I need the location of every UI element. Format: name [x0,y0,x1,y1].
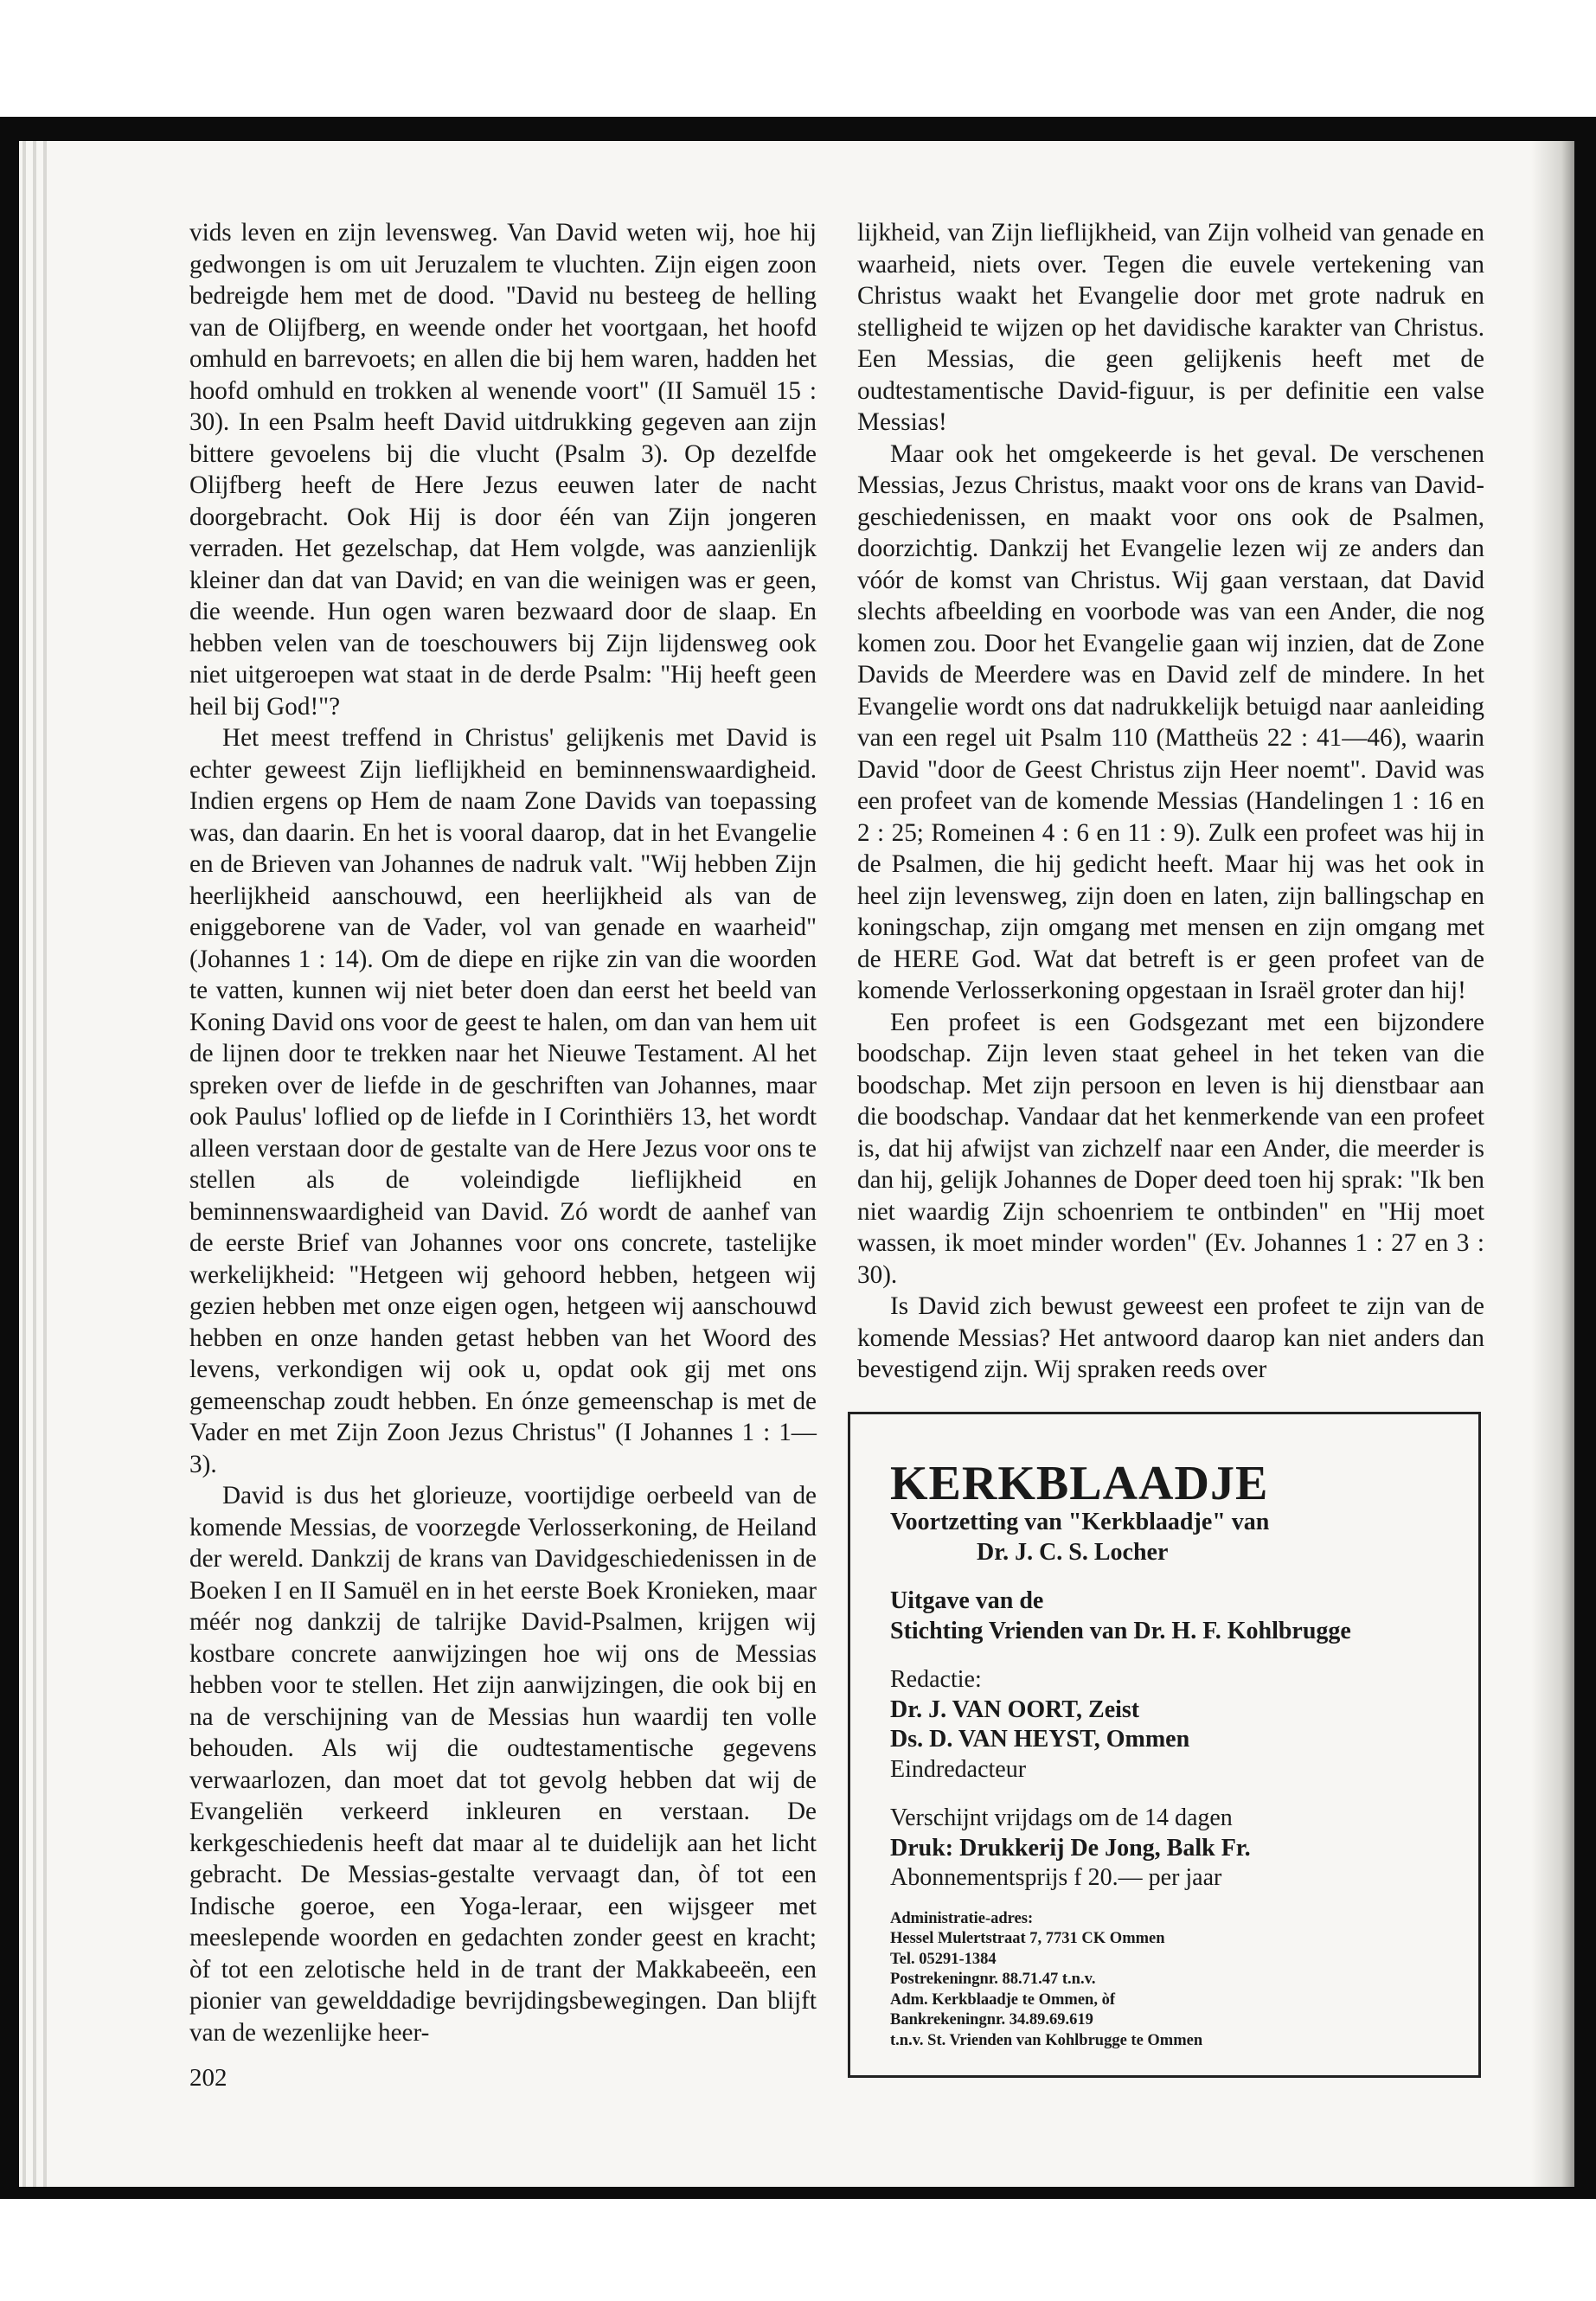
colophon-editor: Dr. J. VAN OORT, Zeist [890,1695,1140,1723]
paragraph: Is David zich bewust geweest een profeet te zijn van de komende Messias? Het antwoord daarop kan niet anders dan bevestigend zijn. Wij spraken reeds over [857,1292,1484,1383]
colophon-subscription: Abonnementsprijs f 20.— per jaar [890,1864,1222,1891]
page-number: 202 [189,2064,228,2092]
paragraph: Het meest treffend in Christus' gelijkenis met David is echter geweest Zijn lieflijkheid en beminnenswaardigheid. Indien ergens op Hem de naam Zone Davids van toepassing was, dan daarin. En het is vooral daarop, dat in het Evangelie en de Brieven van Johannes de nadruk valt. "Wij hebben Zijn heerlijkheid aanschouwd, een heerlijkheid als van de eniggeborene van de Vader, vol van genade en waarheid" (Johannes 1 : 14). Om de diepe en rijke zin van die woorden te vatten, kunnen wij niet beter doen dan eerst het beeld van Koning David ons voor de geest te halen, om dan van hem uit de lijnen door te trekken naar het Nieuwe Testament. Al het spreken over de liefde in de geschriften van Johannes, maar ook Paulus' loflied op de liefde in I Corinthiërs 13, het wordt alleen verstaan door de gestalte van de Here Jezus voor ons te stellen als de voleindigde lieflijkheid en beminnenswaardigheid van David. Zó wordt de aanhef van de eerste Brief van Johannes voor ons concrete, tastelijke werkelijkheid: "Hetgeen wij gehoord hebben, hetgeen wij gezien hebben met onze eigen ogen, hetgeen wij aanschouwd hebben en onze handen getast hebben van het Woord des levens, verkondigen wij ook u, opdat ook gij met ons gemeenschap zoudt hebben. En ónze gemeenschap is met de Vader en met Zijn Zoon Jezus Christus" (I Johannes 1 : 1—3). [189,724,817,1478]
paragraph: David is dus het glorieuze, voortijdige oerbeeld van de komende Messias, de voorzegde Verlosserkoning, de Heiland der wereld. Dankzij de krans van Davidgeschiedenissen in de Boeken I en II Samuël en in het eerste Boek Kronieken, maar méér nog dankzij de talrijke David-Psalmen, krijgen wij kostbare concrete aanwijzingen hoe wij ons de Messias hebben voor te stellen. Het zijn aanwijzingen, die ook bij en na de verschijning van de Messias hun waardij ten volle behouden. Als wij die oudtestamentische gegevens verwaarlozen, dan moet dat tot gevolg hebben dat wij de Evangeliën verkeerd inkleuren en verstaan. De kerkgeschiedenis heeft dat maar al te duidelijk aan het licht gebracht. De Messias-gestalte vervaagt dan, òf tot een Indische goeroe, een Yoga-leraar, een wijsgeer met meeslepende woorden en gedachten zonder geest en kracht; òf tot een zelotische held in de trant der Makkabeeën, een pionier van gewelddadige bevrijdingsbewegingen. Dan blijft van de wezenlijke heer- [189,1482,817,2047]
colophon-subtitle: Dr. J. C. S. Locher [977,1538,1169,1566]
paragraph: Maar ook het omgekeerde is het geval. De verschenen Messias, Jezus Christus, maakt voor ons de krans van David-geschiedenissen, en maakt voor ons ook de Psalmen, doorzichtig. Dankzij het Evangelie lezen wij ze anders dan vóór de komst van Christus. Wij gaan verstaan, dat David slechts afbeelding en voorbode was van een Ander, die nog komen zou. Door het Evangelie gaan wij inzien, dat de Zone Davids de Meerdere was en David zelf de mindere. In het Evangelie wordt ons dat nadrukkelijk betuigd naar aanleiding van een regel uit Psalm 110 (Mattheüs 22 : 41—46), waarin David "door de Geest Christus zijn Heer noemt". David was een profeet van de komende Messias (Handelingen 1 : 16 en 2 : 25; Romeinen 4 : 6 en 11 : 9). Zulk een profeet was hij in de Psalmen, die hij gedicht heeft. Maar hij was het ook in heel zijn levensweg, zijn doen en laten, zijn ballingschap en koningschap, zijn omgang met mensen en zijn omgang met de HERE God. Wat dat betreft is er geen profeet van de komende Verlosserkoning opgestaan in Israël groter dan hij! [857,439,1484,1004]
colophon-box [848,1412,1481,2078]
colophon-printer: Druk: Drukkerij De Jong, Balk Fr. [890,1834,1251,1862]
left-column [189,217,817,2048]
colophon-admin-line: t.n.v. St. Vrienden van Kohlbrugge te Ommen [890,2031,1203,2049]
scan-frame-bottom [0,2187,1596,2199]
colophon-publisher: Uitgave van de [890,1587,1044,1614]
scan-frame-left [0,117,19,2193]
gutter-shadow [1531,141,1574,2187]
colophon-publisher: Stichting Vrienden van Dr. H. F. Kohlbrugge [890,1617,1351,1644]
paragraph: lijkheid, van Zijn lieflijkheid, van Zijn volheid van genade en waarheid, niets over. Tegen die euvele vertekening van Christus waakt het Evangelie door met grote nadruk en stelligheid te wijzen op het davidische karakter van Christus. Een Messias, die geen gelijkenis heeft met de oudtestamentische David-figuur, is per definitie een valse Messias! [857,219,1484,436]
right-column [857,217,1484,1386]
scan-frame-top [0,117,1596,141]
colophon-admin-line: Administratie-adres: [890,1909,1034,1927]
colophon-frequency: Verschijnt vrijdags om de 14 dagen [890,1804,1233,1831]
paragraph: Een profeet is een Godsgezant met een bijzondere boodschap. Zijn leven staat geheel in het teken van die boodschap. Met zijn persoon en leven is hij dienstbaar aan die boodschap. Vandaar dat het kenmerkende van een profeet is, dat hij afwijst van zichzelf naar een Ander, die meerder is dan hij, gelijk Johannes de Doper deed toen hij sprak: "Ik ben niet waardig Zijn schoenriem te ontbinden" en "Hij moet wassen, ik moet minder worden" (Ev. Johannes 1 : 27 en 3 : 30). [857,1008,1484,1289]
paragraph: vids leven en zijn levensweg. Van David weten wij, hoe hij gedwongen is om uit Jeruzalem te vluchten. Zijn eigen zoon bedreigde hem met de dood. "David nu besteeg de helling van de Olijfberg, en weende onder het voortgaan, het hoofd omhuld en barrevoets; en allen die bij hem waren, hadden het hoofd omhuld en trokken al wenende voort" (II Samuël 15 : 30). In een Psalm heeft David uitdrukking gegeven aan zijn bittere gevoelens bij die vlucht (Psalm 3). Op dezelfde Olijfberg heeft de Here Jezus eeuwen later de nacht doorgebracht. Ook Hij is door één van Zijn jongeren verraden. Het gezelschap, dat Hem volgde, was aanzienlijk kleiner dan dat van David; en van die weinigen was er geen, die weende. Hun ogen waren bezwaard door de slaap. En hebben velen van de toeschouwers bij Zijn lijdensweg ook niet uitgeroepen wat staat in de derde Psalm: "Hij heeft geen heil bij God!"? [189,219,817,721]
colophon-editor: Ds. D. VAN HEYST, Ommen [890,1726,1190,1753]
page-edge [43,141,47,2187]
colophon-admin-line: Postrekeningnr. 88.71.47 t.n.v. [890,1971,1096,1988]
colophon-subtitle: Voortzetting van "Kerkblaadje" van [890,1509,1270,1535]
scan-frame-right [1574,117,1596,2193]
colophon-editors-label: Redactie: [890,1666,982,1693]
colophon-admin-line: Adm. Kerkblaadje te Ommen, òf [890,1990,1115,2009]
page-edge [22,141,26,2187]
colophon-editor-role: Eindredacteur [890,1755,1027,1783]
colophon-title: KERKBLAADJE [890,1457,1269,1510]
colophon-admin-line: Bankrekeningnr. 34.89.69.619 [890,2011,1093,2029]
colophon-admin-line: Hessel Mulertstraat 7, 7731 CK Ommen [890,1930,1165,1947]
colophon-admin-line: Tel. 05291-1384 [890,1950,997,1968]
page-edge [33,141,36,2187]
